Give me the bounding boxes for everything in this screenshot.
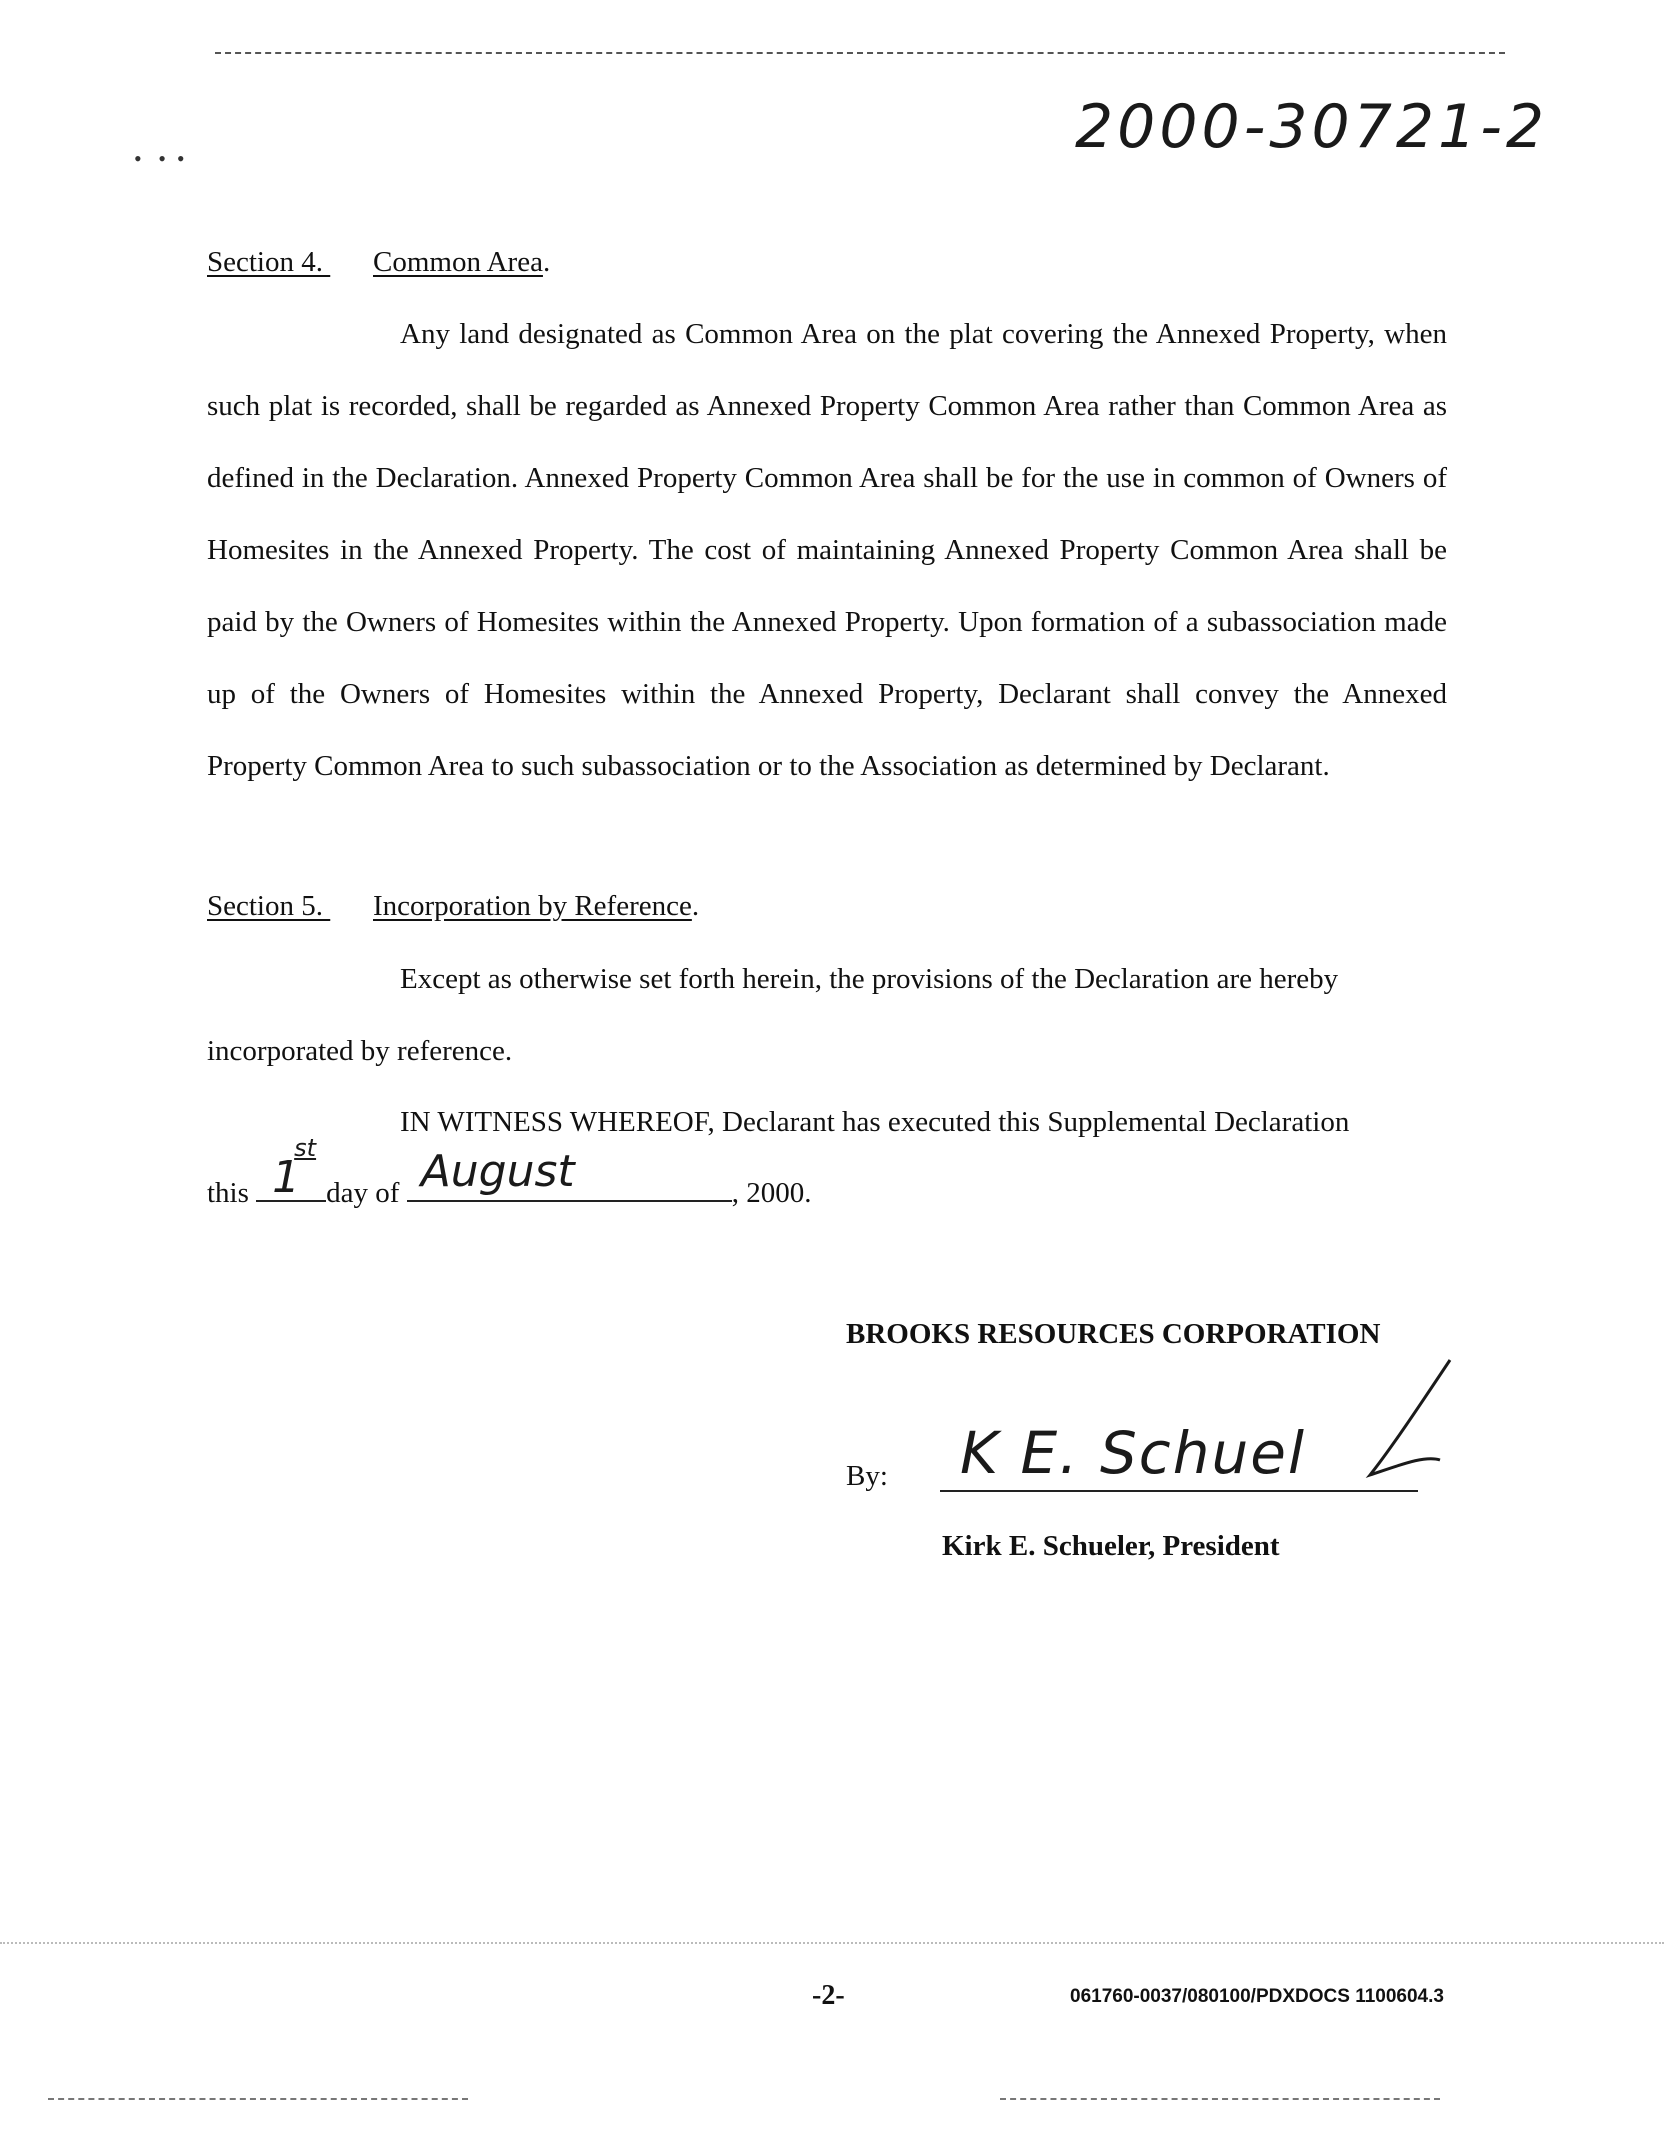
scan-artifact-bottom-right	[1000, 2098, 1440, 2100]
signature: K E. Schuel	[960, 1419, 1307, 1487]
document-reference: 061760-0037/080100/PDXDOCS 1100604.3	[1070, 1986, 1444, 2007]
scan-artifact-bottom-left	[48, 2098, 468, 2100]
section-5-paragraph: Except as otherwise set forth herein, the provisions of the Declaration are hereby incorporated by reference.	[207, 963, 1339, 1067]
scan-artifact-dotted-line	[0, 1942, 1664, 1944]
company-name: BROOKS RESOURCES CORPORATION	[846, 1318, 1381, 1350]
witness-date-line	[207, 1134, 812, 1229]
document-number: 2000-30721-2	[1075, 92, 1549, 162]
month-value: August	[420, 1146, 575, 1197]
signer-name: Kirk E. Schueler, President	[942, 1530, 1280, 1562]
section-5-title: Incorporation by Reference	[373, 890, 692, 922]
signature-flourish	[1300, 1355, 1460, 1495]
section-5-label: Section 5.	[207, 890, 323, 922]
day-blank	[256, 1134, 326, 1203]
section-4-title: Common Area	[373, 246, 543, 278]
section-5-heading: Section 5. Incorporation by Reference.	[207, 890, 700, 922]
scan-artifact-dots: • • •	[134, 146, 185, 171]
section-4-label: Section 4.	[207, 246, 323, 278]
by-label: By:	[846, 1460, 888, 1492]
witness-day-of: day of	[326, 1177, 400, 1209]
witness-year: , 2000.	[731, 1177, 812, 1209]
witness-lead: IN WITNESS WHEREOF, Declarant has executed this Supplemental Declaration	[400, 1106, 1350, 1138]
day-suffix: st	[294, 1134, 317, 1162]
day-value: 1	[272, 1152, 301, 1203]
witness-this: this	[207, 1177, 249, 1209]
section-4-paragraph: Any land designated as Common Area on the plat covering the Annexed Property, when such plat is recorded, shall be regarded as Annexed Property Common Area rather than Common Area as defined in the Declaration. Annexed Property Common Area shall be for the use in common of Owners of Homesites in the Annexed Property. The cost of maintaining Annexed Property Common Area shall be paid by the Owners of Homesites within the Annexed Property. Upon formation of a subassociation made up of the Owners of Homesites within the Annexed Property, Declarant shall convey the Annexed Property Common Area to such subassociation or to the Association as determined by Declarant.	[207, 318, 1447, 782]
scan-artifact-top	[215, 52, 1505, 54]
section-4-heading: Section 4. Common Area.	[207, 246, 551, 278]
page-number: -2-	[812, 1980, 845, 2011]
month-blank	[407, 1146, 732, 1202]
